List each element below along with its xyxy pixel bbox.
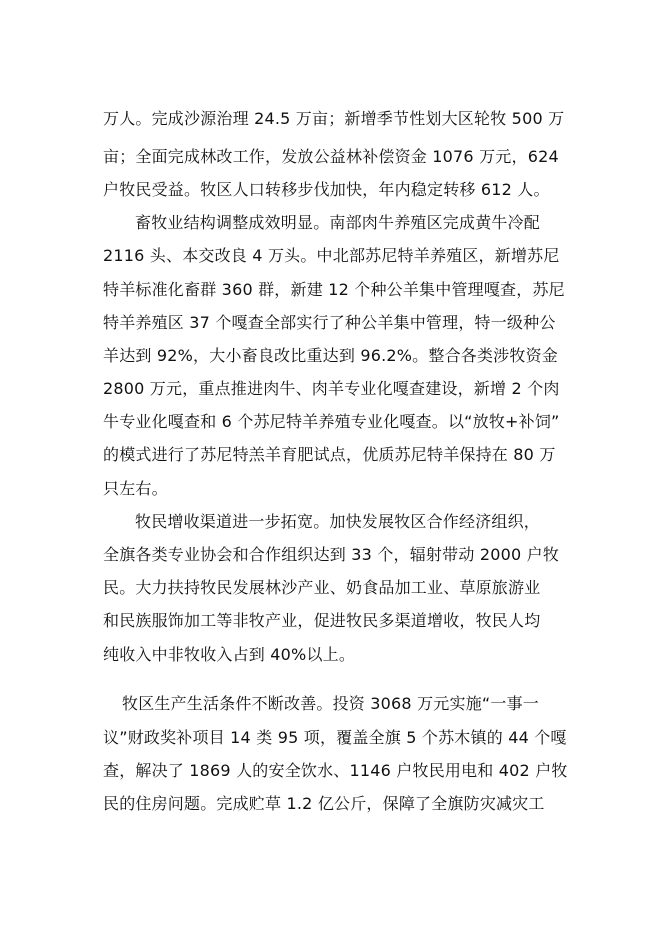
text-line: 牧民增收渠道进一步拓宽。加快发展牧区合作经济组织， — [135, 512, 541, 531]
text-line: 户牧民受益。牧区人口转移步伐加快，年内稳定转移 612 人。 — [103, 180, 550, 199]
text-line: 特羊标准化畜群 360 群，新建 12 个种公羊集中管理嘎查，苏尼 — [103, 280, 565, 299]
text-line: 和民族服饰加工等非牧产业，促进牧民多渠道增收，牧民人均 — [103, 611, 541, 630]
text-line: 纯收入中非牧收入占到 40%以上。 — [103, 645, 356, 664]
text-line: 议”财政奖补项目 14 类 95 项，覆盖全旗 5 个苏木镇的 44 个嘎 — [103, 728, 567, 747]
text-line: 2116 头、本交改良 4 万头。中北部苏尼特羊养殖区，新增苏尼 — [103, 246, 560, 265]
text-line: 畜牧业结构调整成效明显。南部肉牛养殖区完成黄牛冷配 — [135, 213, 541, 232]
text-line: 牧区生产生活条件不断改善。投资 3068 万元实施“一事一 — [122, 694, 539, 713]
text-line: 只左右。 — [103, 479, 168, 498]
text-line: 民的住房问题。完成贮草 1.2 亿公斤，保障了全旗防灾减灾工 — [103, 794, 545, 813]
text-line: 民。大力扶持牧民发展林沙产业、奶食品加工业、草原旅游业 — [103, 578, 541, 597]
text-line: 2800 万元，重点推进肉牛、肉羊专业化嘎查建设，新增 2 个肉 — [103, 379, 560, 398]
text-line: 全旗各类专业协会和合作组织达到 33 个，辐射带动 2000 户牧 — [103, 545, 560, 564]
text-line: 牛专业化嘎查和 6 个苏尼特羊养殖专业化嘎查。以“放牧+补饲” — [103, 412, 560, 431]
text-line: 亩；全面完成林改工作，发放公益林补偿资金 1076 万元，624 — [103, 147, 559, 166]
text-line: 的模式进行了苏尼特羔羊育肥试点，优质苏尼特羊保持在 80 万 — [103, 445, 556, 464]
text-line: 特羊养殖区 37 个嘎查全部实行了种公羊集中管理，特一级种公 — [103, 313, 556, 332]
text-line: 羊达到 92%，大小畜良改比重达到 96.2%。整合各类涉牧资金 — [103, 346, 558, 365]
text-line: 万人。完成沙源治理 24.5 万亩；新增季节性划大区轮牧 500 万 — [103, 109, 565, 128]
text-line: 查，解决了 1869 人的安全饮水、1146 户牧民用电和 402 户牧 — [103, 761, 568, 780]
